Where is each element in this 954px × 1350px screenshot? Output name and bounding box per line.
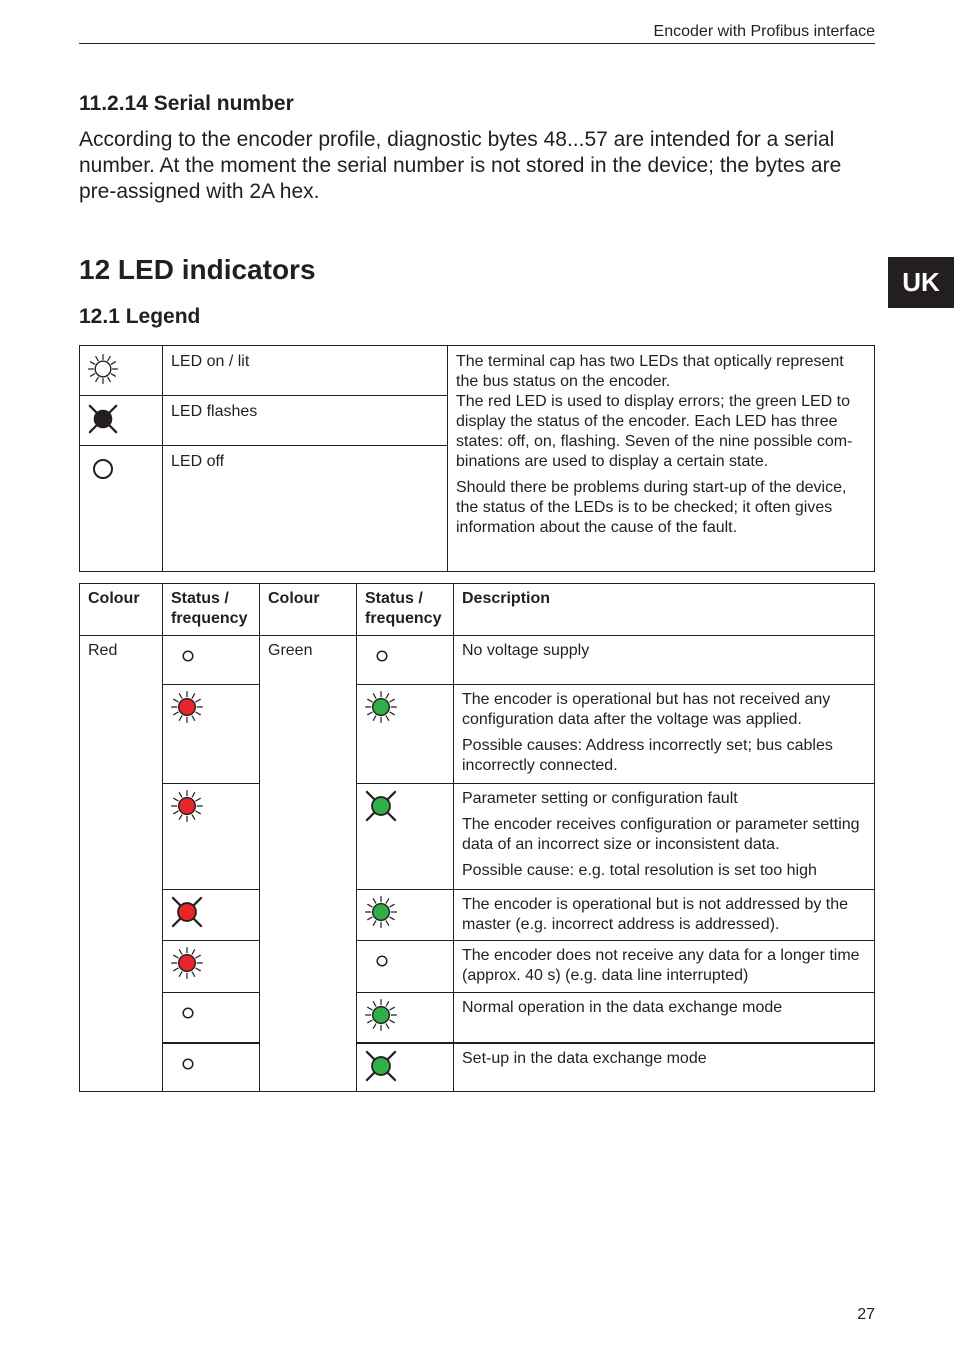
header-status-green: Status / frequency: [357, 584, 454, 636]
legend-table: [79, 345, 875, 572]
red-led-cell: [163, 993, 260, 1043]
green-led-cell: [357, 890, 454, 941]
description-text: Possible cause: e.g. total resolution is set too high: [462, 862, 817, 879]
legend-label-off: LED off: [163, 446, 448, 572]
legend-description-paragraph: Should there be problems during start-up of the device, the status of the LEDs is to be checked; it often gives information about the cause of the fault.: [456, 479, 847, 536]
header-colour-green: Colour: [260, 584, 357, 636]
colour-red-label: Red: [80, 636, 163, 1092]
running-header: Encoder with Profibus interface: [79, 21, 875, 44]
legend-description-paragraph: The terminal cap has two LEDs that optically represent the bus status on the encoder. The red LED is used to display errors; the green LED to display the status of the encoder. Each LED has three states: off, on, flashing. Seven of the nine possible com-binations are used to display a certain state.: [456, 353, 853, 470]
green-led-on-icon: [365, 691, 445, 723]
red-led-cell: [163, 784, 260, 890]
description-cell: [454, 636, 875, 685]
legend-icon-cell: [80, 446, 163, 572]
led-flash-icon: [88, 404, 154, 434]
green-led-cell: [357, 636, 454, 685]
green-led-cell: [357, 993, 454, 1043]
header-status-red: Status / frequency: [163, 584, 260, 636]
green-led-cell: [357, 685, 454, 784]
section-heading-serial-number: 11.2.14 Serial number: [79, 92, 294, 115]
description-cell: [454, 993, 875, 1043]
led-on-icon: [88, 354, 154, 384]
chapter-heading-led-indicators: 12 LED indicators: [79, 254, 316, 285]
description-text: The encoder is operational but is not addressed by the master (e.g. incorrect address is addressed).: [462, 896, 849, 933]
description-text: The encoder is operational but has not received any configuration data after the voltage was applied.: [462, 691, 831, 728]
colour-green-label: Green: [260, 636, 357, 1092]
language-tab-uk: UK: [888, 257, 954, 308]
legend-description: [448, 346, 875, 572]
green-led-cell: [357, 1043, 454, 1092]
red-led-flash-icon: [171, 896, 251, 928]
header-description: Description: [454, 584, 875, 636]
green-led-flash-icon: [365, 1050, 445, 1082]
red-led-cell: [163, 685, 260, 784]
description-text: Normal operation in the data exchange mode: [462, 999, 783, 1016]
description-text: The encoder does not receive any data for a longer time (approx. 40 s) (e.g. data line interrupted): [462, 947, 860, 984]
red-led-cell: [163, 636, 260, 685]
green-led-on-icon: [365, 896, 445, 928]
green-led-off-icon: [365, 648, 445, 664]
red-led-on-icon: [171, 790, 251, 822]
legend-icon-cell: [80, 346, 163, 396]
red-led-cell: [163, 941, 260, 993]
green-led-cell: [357, 941, 454, 993]
header-colour-red: Colour: [80, 584, 163, 636]
green-led-off-icon: [365, 953, 445, 969]
green-led-on-icon: [365, 999, 445, 1031]
description-cell: [454, 784, 875, 890]
description-cell: [454, 685, 875, 784]
description-text: No voltage supply: [462, 642, 590, 659]
red-led-on-icon: [171, 691, 251, 723]
description-cell: [454, 1043, 875, 1092]
description-text: The encoder receives configuration or parameter setting data of an incorrect size or inconsistent data.: [462, 816, 860, 853]
led-status-table: [79, 583, 875, 1092]
red-led-off-icon: [171, 648, 251, 664]
description-text: Possible causes: Address incorrectly set; bus cables incorrectly connected.: [462, 737, 833, 774]
green-led-flash-icon: [365, 790, 445, 822]
description-text: Parameter setting or configuration fault: [462, 790, 738, 807]
legend-icon-cell: [80, 396, 163, 446]
serial-number-paragraph: According to the encoder profile, diagnostic bytes 48...57 are intended for a serial number. At the moment the serial number is not stored in the device; the bytes are pre-assigned with 2A hex.: [79, 128, 842, 203]
section-heading-legend: 12.1 Legend: [79, 305, 201, 328]
legend-label-on: LED on / lit: [163, 346, 448, 396]
red-led-off-icon: [171, 1005, 251, 1021]
red-led-on-icon: [171, 947, 251, 979]
description-cell: [454, 890, 875, 941]
description-text: Set-up in the data exchange mode: [462, 1049, 707, 1067]
page-number: 27: [857, 1306, 875, 1323]
green-led-cell: [357, 784, 454, 890]
legend-label-flash: LED flashes: [163, 396, 448, 446]
red-led-cell: [163, 1043, 260, 1092]
red-led-off-icon: [171, 1056, 251, 1072]
red-led-cell: [163, 890, 260, 941]
led-off-icon: [88, 454, 154, 484]
description-cell: [454, 941, 875, 993]
